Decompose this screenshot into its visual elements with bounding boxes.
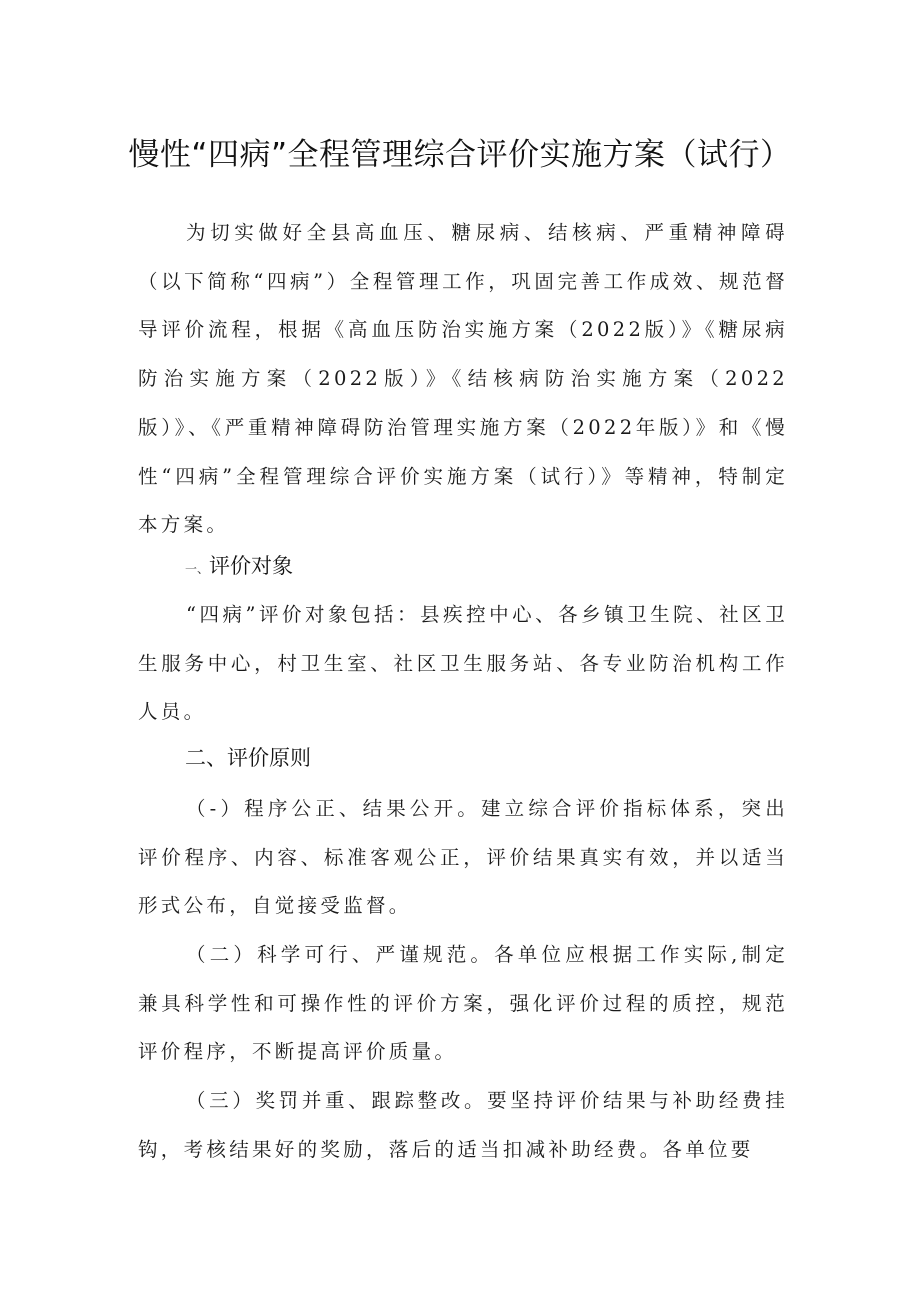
section-paragraph: “四病”评价对象包括：县疾控中心、各乡镇卫生院、社区卫生服务中心，村卫生室、社区卫生服务站、各专业防治机构工作人员。 [138,603,788,724]
intro-paragraph: 为切实做好全县高血压、糖尿病、结核病、严重精神障碍（以下简称“四病”）全程管理工作，巩固完善工作成效、规范督导评价流程，根据《高血压防治实施方案（2022版）》《糖尿病防治实施方案（2022版）》《结核病防治实施方案（2022版）》、《严重精神障碍防治管理实施方案（2022年版）》和《慢性“四病”全程管理综合评价实施方案（试行）》等精神，特制定本方案。 [138,221,788,537]
document-title: 慢性“四病”全程管理综合评价实施方案（试行） [128,137,792,173]
section-title: 评价原则 [227,746,311,770]
principle-paragraph-1: （-）程序公正、结果公开。建立综合评价指标体系，突出评价程序、内容、标准客观公正，评价结果真实有效，并以适当形式公布，自觉接受监督。 [138,797,788,918]
section-heading-evaluation-objects [185,546,293,589]
principle-paragraph-2: （二）科学可行、严谨规范。各单位应根据工作实际,制定兼具科学性和可操作性的评价方案，强化评价过程的质控，规范评价程序，不断提高评价质量。 [138,943,788,1064]
section-heading-evaluation-principles [185,738,311,778]
section-title: 评价对象 [209,554,294,578]
section-number: 一、 [185,562,210,576]
section-number: 二、 [185,746,227,770]
principle-paragraph-3: （三）奖罚并重、跟踪整改。要坚持评价结果与补助经费挂钩，考核结果好的奖励，落后的适当扣减补助经费。各单位要 [138,1089,788,1161]
